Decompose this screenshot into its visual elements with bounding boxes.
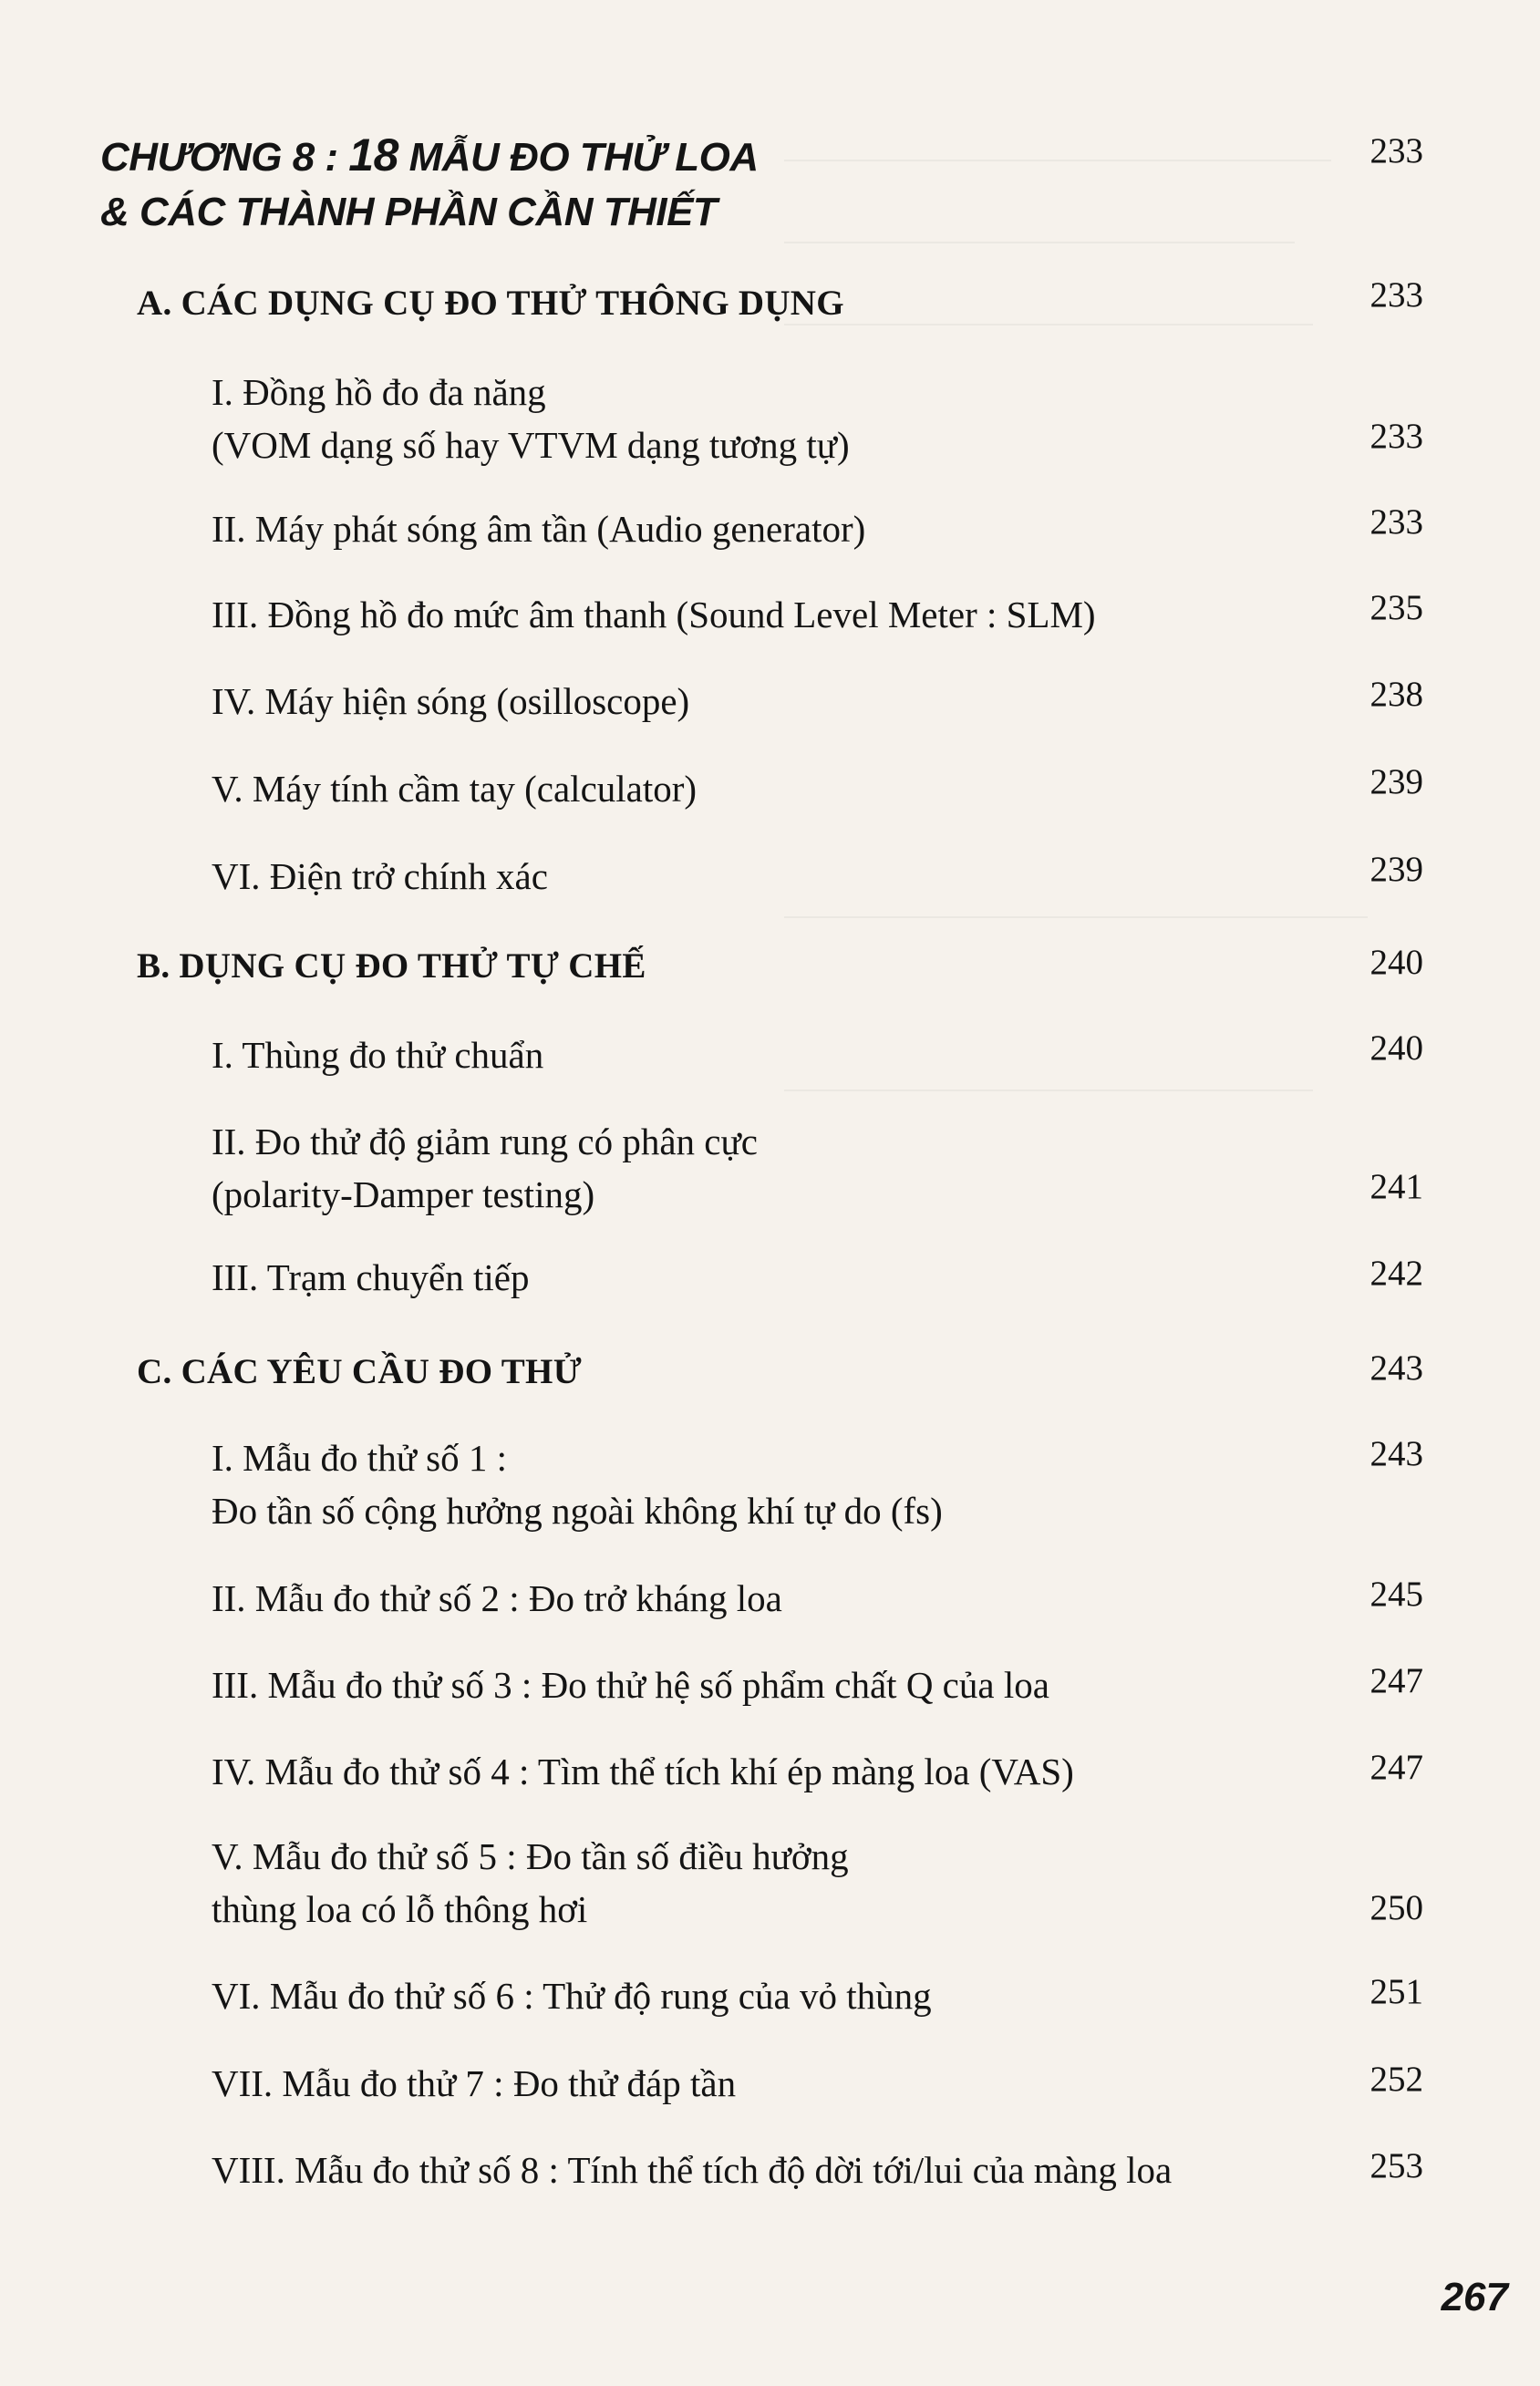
toc-entry: V. Máy tính cầm tay (calculator) <box>212 768 698 810</box>
toc-entry-page: 239 <box>1369 762 1423 801</box>
toc-entry-line1: V. Mẫu đo thử số 5 : Đo tần số điều hưởng <box>212 1835 849 1877</box>
chapter-number: 18 <box>348 129 398 181</box>
toc-entry: II. Máy phát sóng âm tần (Audio generator) <box>212 508 866 550</box>
section-a-title: A. CÁC DỤNG CỤ ĐO THỬ THÔNG DỤNG <box>137 284 844 323</box>
section-b-page: 240 <box>1369 943 1423 982</box>
toc-entry-page: 241 <box>1369 1167 1423 1206</box>
toc-entry <box>212 1431 943 1537</box>
toc-entry-page: 233 <box>1369 417 1423 456</box>
toc-entry <box>212 1830 849 1936</box>
toc-entry: IV. Máy hiện sóng (osilloscope) <box>212 680 690 722</box>
toc-entry-line2: Đo tần số cộng hưởng ngoài không khí tự do (fs) <box>212 1490 943 1532</box>
toc-entry-page: 251 <box>1369 1972 1423 2011</box>
toc-entry-line2: (polarity-Damper testing) <box>212 1173 595 1215</box>
toc-entry: VII. Mẫu đo thử 7 : Đo thử đáp tần <box>212 2062 737 2104</box>
toc-entry <box>212 1115 758 1221</box>
toc-entry: VIII. Mẫu đo thử số 8 : Tính thể tích độ dời tới/lui của màng loa <box>212 2149 1173 2191</box>
toc-entry-page: 242 <box>1369 1254 1423 1293</box>
toc-entry-page: 233 <box>1369 502 1423 542</box>
toc-entry: VI. Điện trở chính xác <box>212 855 548 897</box>
toc-entry-line1: I. Đồng hồ đo đa năng <box>212 371 546 413</box>
section-c-title: C. CÁC YÊU CẦU ĐO THỬ <box>137 1352 583 1391</box>
section-c-page: 243 <box>1369 1348 1423 1388</box>
show-through-line <box>784 916 1368 918</box>
chapter-prefix: CHƯƠNG 8 : <box>100 135 349 180</box>
toc-entry-line1: II. Đo thử độ giảm rung có phân cực <box>212 1121 758 1162</box>
show-through-line <box>784 1090 1313 1091</box>
toc-entry-page: 239 <box>1369 850 1423 889</box>
chapter-heading-line1 <box>100 128 1286 185</box>
toc-entry-line1: I. Mẫu đo thử số 1 : <box>212 1437 508 1479</box>
toc-entry-page: 252 <box>1369 2060 1423 2099</box>
toc-entry-page: 253 <box>1369 2146 1423 2185</box>
toc-entry <box>212 366 850 471</box>
toc-entry: VI. Mẫu đo thử số 6 : Thử độ rung của vỏ thùng <box>212 1975 932 2017</box>
toc-entry-line2: thùng loa có lỗ thông hơi <box>212 1888 588 1930</box>
chapter-title: MẪU ĐO THỬ LOA <box>398 135 759 180</box>
toc-entry: I. Thùng đo thử chuẩn <box>212 1034 544 1076</box>
toc-entry: III. Trạm chuyển tiếp <box>212 1256 530 1298</box>
section-b-title: B. DỤNG CỤ ĐO THỬ TỰ CHẾ <box>137 946 646 986</box>
chapter-page-number: 233 <box>1369 131 1423 170</box>
toc-entry-line2: (VOM dạng số hay VTVM dạng tương tự) <box>212 424 850 466</box>
toc-entry-page: 243 <box>1369 1434 1423 1473</box>
toc-entry-page: 238 <box>1369 675 1423 714</box>
toc-entry: III. Đồng hồ đo mức âm thanh (Sound Level Meter : SLM) <box>212 594 1096 635</box>
chapter-heading <box>100 128 1286 240</box>
toc-entry-page: 247 <box>1369 1661 1423 1700</box>
toc-entry: III. Mẫu đo thử số 3 : Đo thử hệ số phẩm chất Q của loa <box>212 1664 1049 1706</box>
toc-entry-page: 235 <box>1369 588 1423 627</box>
show-through-line <box>784 242 1295 243</box>
toc-entry-page: 247 <box>1369 1748 1423 1787</box>
chapter-heading-line2: & CÁC THÀNH PHẦN CẦN THIẾT <box>100 190 718 234</box>
page-number: 267 <box>1441 2275 1508 2319</box>
toc-entry-page: 250 <box>1369 1888 1423 1927</box>
toc-entry: IV. Mẫu đo thử số 4 : Tìm thể tích khí ép màng loa (VAS) <box>212 1751 1074 1792</box>
toc-entry: II. Mẫu đo thử số 2 : Đo trở kháng loa <box>212 1577 782 1619</box>
toc-entry-page: 240 <box>1369 1028 1423 1068</box>
toc-entry-page: 245 <box>1369 1575 1423 1614</box>
show-through-line <box>784 324 1313 325</box>
section-a-page: 233 <box>1369 275 1423 315</box>
